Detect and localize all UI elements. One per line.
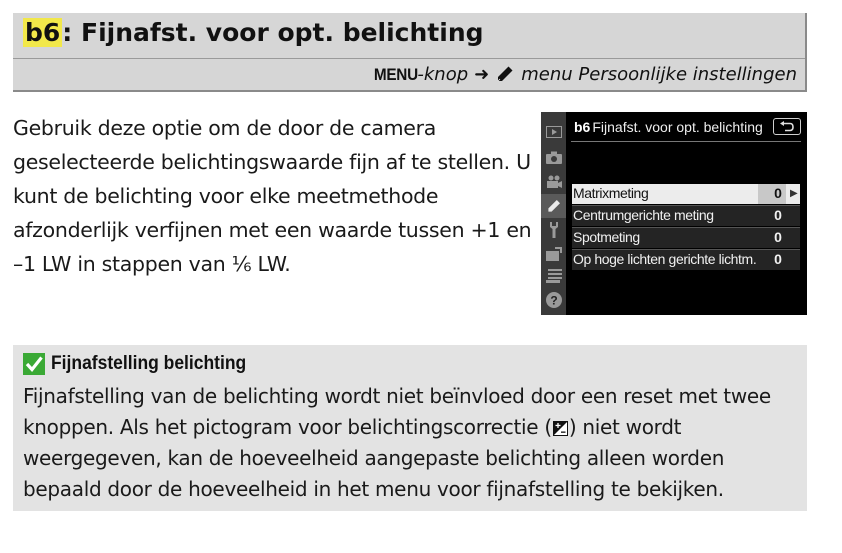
my-menu-icon bbox=[545, 268, 562, 283]
camera-menu-title bbox=[574, 117, 763, 137]
camera-row-label: Centrumgerichte meting bbox=[573, 207, 714, 223]
camera-menu-row-highlight-weighted[interactable] bbox=[572, 250, 800, 270]
page-title bbox=[23, 17, 484, 49]
nav-menu-key: MENU bbox=[373, 64, 418, 84]
nav-menu-button-text bbox=[369, 64, 469, 85]
arrow-right-icon: ➜ bbox=[474, 63, 490, 85]
retouch-icon bbox=[545, 246, 562, 261]
camera-menu-title-text: Fijnafst. voor opt. belichting bbox=[592, 119, 763, 135]
movie-icon bbox=[545, 174, 562, 189]
camera-row-label: Spotmeting bbox=[573, 229, 640, 245]
camera-menu-row-matrix[interactable] bbox=[572, 184, 800, 204]
chevron-right-icon: ▶ bbox=[790, 188, 798, 199]
back-arrow-icon[interactable] bbox=[773, 118, 801, 135]
camera-row-label: Matrixmeting bbox=[573, 185, 649, 201]
note-heading bbox=[23, 353, 263, 375]
note-title: Fijnafstelling belichting bbox=[51, 353, 247, 374]
camera-row-value: 0 bbox=[774, 207, 782, 223]
camera-row-value: 0 bbox=[774, 251, 782, 267]
note-box bbox=[13, 345, 807, 511]
help-icon bbox=[545, 292, 562, 307]
camera-menu-code: b6 bbox=[574, 119, 591, 135]
header-divider bbox=[13, 58, 805, 59]
section-header bbox=[13, 13, 807, 92]
checkmark-icon bbox=[23, 353, 45, 375]
note-text-before: Fijnafstelling van de belichting wordt niet beïnvloed door een reset met twee knoppen. Als het pictogram voor belichtingscorrectie ( bbox=[23, 384, 771, 439]
title-text: : Fijnafst. voor opt. belichting bbox=[62, 18, 484, 47]
menu-navigation-path bbox=[369, 62, 797, 86]
nav-menu-name: menu Persoonlijke instellingen bbox=[521, 63, 797, 85]
camera-icon bbox=[545, 150, 562, 165]
pencil-icon bbox=[495, 64, 515, 84]
playback-icon bbox=[545, 124, 562, 139]
body-paragraph: Gebruik deze optie om de door de camera geselecteerde belichtingswaarde fijn af te stellen. U kunt de belichting voor elke meetmethode afzonderlijk verfijnen met een waarde tussen +1 en –1 LW in stappen van ⅙ LW. bbox=[13, 116, 532, 276]
camera-row-value: 0 bbox=[774, 229, 782, 245]
nav-knop: -knop bbox=[417, 63, 469, 85]
note-text bbox=[23, 381, 803, 505]
menu-code: b6 bbox=[25, 18, 61, 47]
camera-row-value: 0 bbox=[774, 185, 782, 201]
camera-menu-sidebar bbox=[541, 112, 566, 315]
camera-title-divider bbox=[571, 141, 801, 142]
camera-menu-row-center-weighted[interactable] bbox=[572, 206, 800, 226]
camera-menu-row-spot[interactable] bbox=[572, 228, 800, 248]
pencil-icon bbox=[541, 194, 566, 218]
wrench-icon bbox=[545, 222, 562, 237]
camera-row-label: Op hoge lichten gerichte lichtm. bbox=[573, 251, 757, 267]
help-glyph: ? bbox=[549, 293, 558, 307]
camera-menu-screen bbox=[541, 112, 807, 315]
note-text-after: ) niet wordt weergegeven, kan de hoeveelheid aangepaste belichting alleen worden bepaald door de hoeveelheid in het menu voor fijnafstelling te bekijken. bbox=[23, 415, 725, 501]
exposure-compensation-icon bbox=[552, 415, 569, 439]
